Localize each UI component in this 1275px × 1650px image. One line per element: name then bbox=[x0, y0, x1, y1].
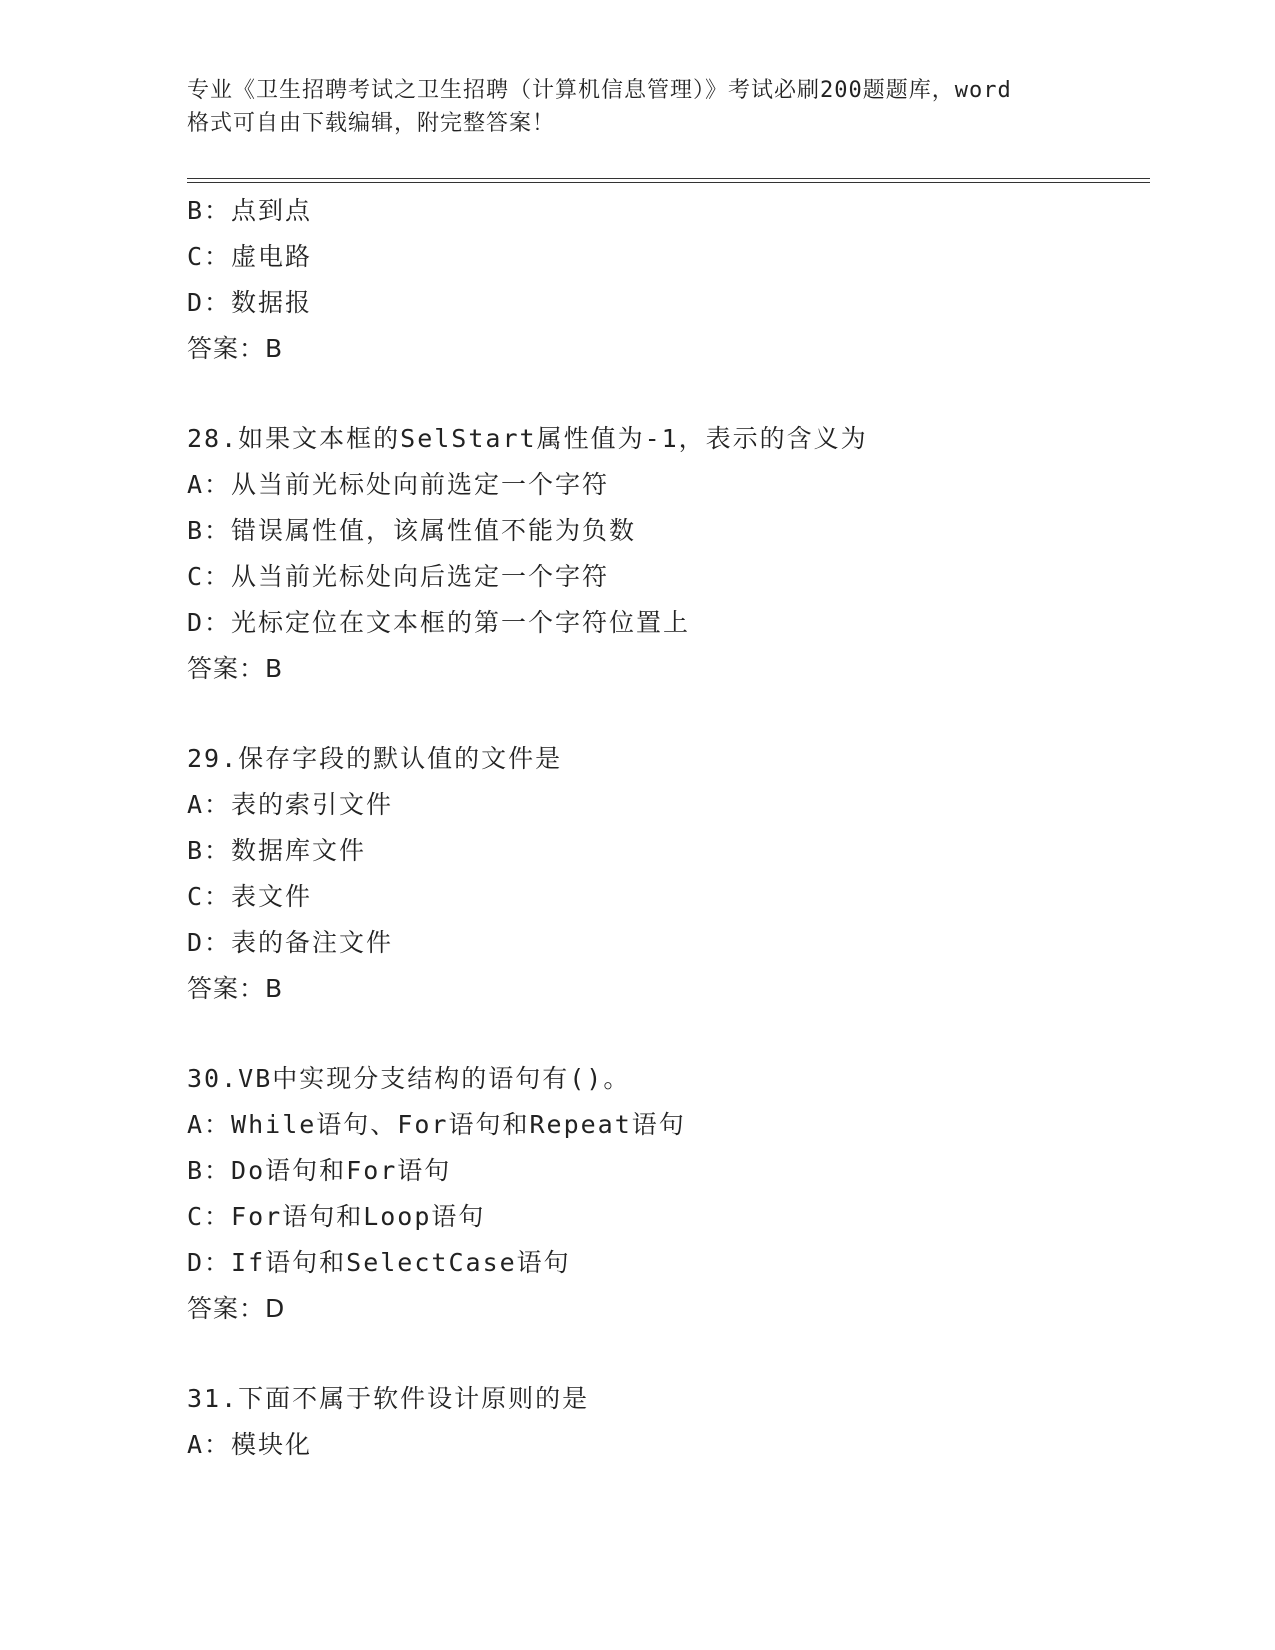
question-31 bbox=[187, 1376, 1147, 1468]
option-c: C：虚电路 bbox=[187, 242, 313, 271]
option-d: D：数据报 bbox=[187, 288, 313, 317]
option-d: D：If语句和SelectCase语句 bbox=[187, 1248, 571, 1277]
option-b: B：数据库文件 bbox=[187, 836, 367, 865]
spacer bbox=[187, 372, 1147, 416]
option-d: D：表的备注文件 bbox=[187, 928, 394, 957]
option-b: B：Do语句和For语句 bbox=[187, 1156, 452, 1185]
header-divider-bottom bbox=[187, 182, 1150, 183]
option-a: A：模块化 bbox=[187, 1430, 313, 1459]
question-list bbox=[187, 188, 1147, 1468]
question-stem: 29.保存字段的默认值的文件是 bbox=[187, 744, 563, 773]
option-b: B：错误属性值，该属性值不能为负数 bbox=[187, 516, 637, 545]
header-divider-top bbox=[187, 178, 1150, 179]
option-c: C：For语句和Loop语句 bbox=[187, 1202, 486, 1231]
spacer bbox=[187, 692, 1147, 736]
spacer bbox=[187, 1332, 1147, 1376]
spacer bbox=[187, 1012, 1147, 1056]
continued-question bbox=[187, 188, 1147, 372]
header-line-2: 格式可自由下载编辑，附完整答案！ bbox=[187, 111, 556, 136]
option-a: A：While语句、For语句和Repeat语句 bbox=[187, 1110, 686, 1139]
question-stem: 30.VB中实现分支结构的语句有()。 bbox=[187, 1064, 631, 1093]
question-28 bbox=[187, 416, 1147, 692]
question-29 bbox=[187, 736, 1147, 1012]
answer-line: 答案：B bbox=[187, 334, 284, 363]
option-b: B：点到点 bbox=[187, 196, 313, 225]
option-a: A：从当前光标处向前选定一个字符 bbox=[187, 470, 610, 499]
document-header bbox=[187, 74, 1087, 140]
answer-line: 答案：B bbox=[187, 654, 284, 683]
answer-line: 答案：B bbox=[187, 974, 284, 1003]
question-stem: 28.如果文本框的SelStart属性值为-1，表示的含义为 bbox=[187, 424, 868, 453]
option-d: D：光标定位在文本框的第一个字符位置上 bbox=[187, 608, 691, 637]
question-30 bbox=[187, 1056, 1147, 1332]
header-line-1: 专业《卫生招聘考试之卫生招聘（计算机信息管理）》考试必刷200题题库，word bbox=[187, 78, 1012, 103]
option-c: C：从当前光标处向后选定一个字符 bbox=[187, 562, 610, 591]
option-c: C：表文件 bbox=[187, 882, 313, 911]
question-stem: 31.下面不属于软件设计原则的是 bbox=[187, 1384, 590, 1413]
option-a: A：表的索引文件 bbox=[187, 790, 394, 819]
answer-line: 答案：D bbox=[187, 1294, 286, 1323]
